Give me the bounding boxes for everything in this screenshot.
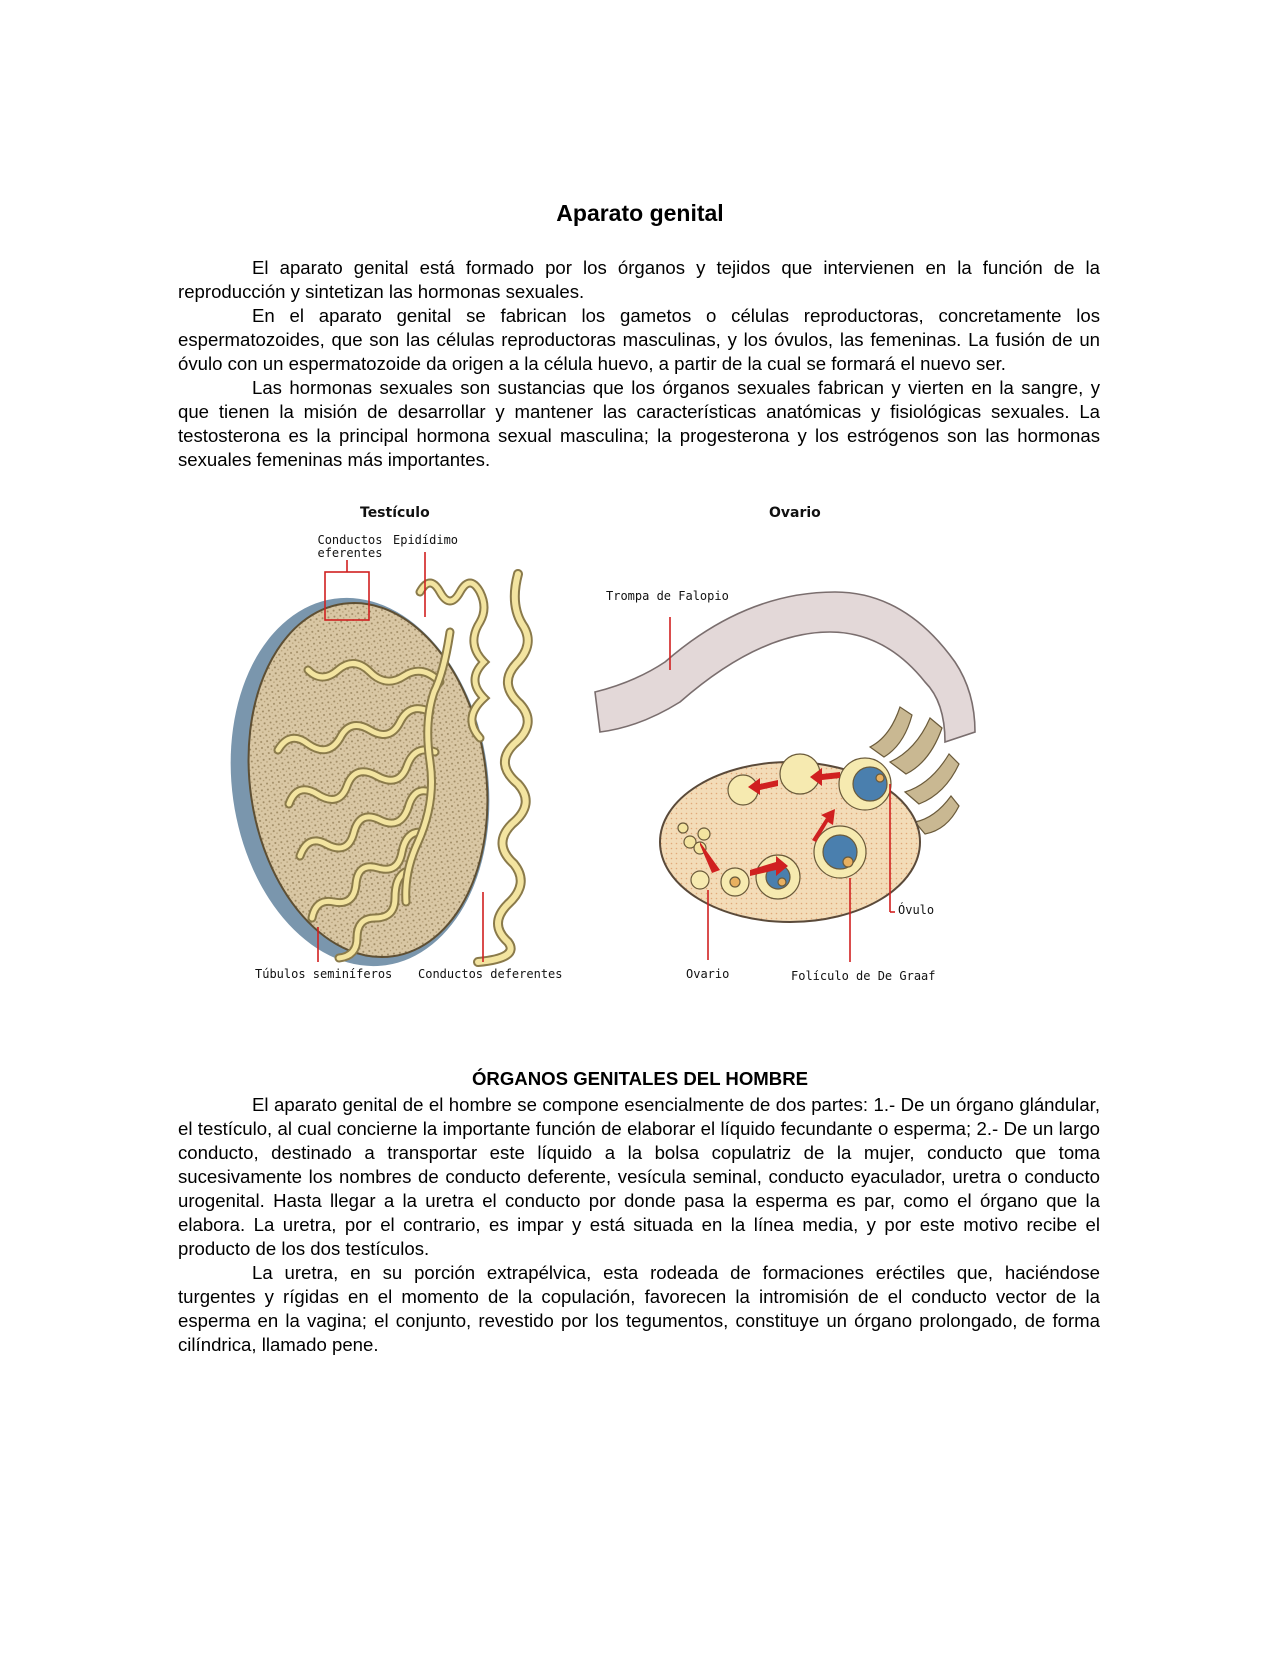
paragraph: La uretra, en su porción extrapélvica, esta rodeada de formaciones eréctiles que, haciéndose turgentes y rígidas en el momento de la copulación, favorecen la intromisión de el conducto vector de la esperma en la vagina; el conjunto, revestido por los tegumentos, constituye un órgano prolongado, de forma cilíndrica, llamado pene. (178, 1262, 1100, 1355)
label-efferent-ducts: Conductos eferentes (317, 533, 383, 560)
label-ovary: Ovario (686, 967, 730, 981)
paragraph: El aparato genital está formado por los órganos y tejidos que intervienen en la función de la reproducción y sintetizan las hormonas sexuales. (178, 257, 1100, 302)
ovary-title: Ovario (769, 505, 821, 521)
label-ovum: Óvulo (898, 903, 935, 917)
paragraph: El aparato genital de el hombre se compone esencialmente de dos partes: 1.- De un órgano glándular, el testículo, al cual concierne la importante función de elaborar el líquido fecundante o esperma; 2.- De un largo conducto, destinado a transportar este líquido a la bolsa copulatriz de la mujer, conducto que toma sucesivamente los nombres de conducto deferente, vesícula seminal, conducto eyaculador, uretra o conducto urogenital. Hasta llegar a la uretra el conducto por donde pasa la esperma es par, como el órgano que la elabora. La uretra, por el contrario, es impar y está situada en la línea media, y por este motivo recibe el producto de los dos testículos. (178, 1094, 1100, 1259)
label-deferent-ducts: Conductos deferentes (418, 967, 563, 981)
label-seminiferous-tubules: Túbulos seminíferos (255, 967, 393, 981)
label-graafian-follicle: Folículo de De Graaf (791, 969, 936, 983)
testicle-title: Testículo (360, 505, 430, 521)
section-heading: ÓRGANOS GENITALES DEL HOMBRE (471, 1068, 809, 1089)
intro-text (178, 256, 1100, 472)
paragraph: Las hormonas sexuales son sustancias que los órganos sexuales fabrican y vierten en la sangre, y que tienen la misión de desarrollar y mantener las características anatómicas y fisiológicas sexuales. La testosterona es la principal hormona sexual masculina; la progesterona y los estrógenos son las hormonas sexuales femeninas más importantes. (178, 377, 1100, 470)
section-text (178, 1093, 1100, 1357)
page-title: Aparato genital (556, 200, 724, 226)
anatomy-figure (230, 505, 990, 1037)
testicle-drawing (230, 552, 528, 983)
label-epididymis: Epidídimo (393, 533, 459, 547)
label-fallopian-tube: Trompa de Falopio (606, 589, 729, 603)
paragraph: En el aparato genital se fabrican los gametos o células reproductoras, concretamente los espermatozoides, que son las células reproductoras masculinas, y los óvulos, las femeninas. La fusión de un óvulo con un espermatozoide da origen a la célula huevo, a partir de la cual se formará el nuevo ser. (178, 305, 1100, 374)
